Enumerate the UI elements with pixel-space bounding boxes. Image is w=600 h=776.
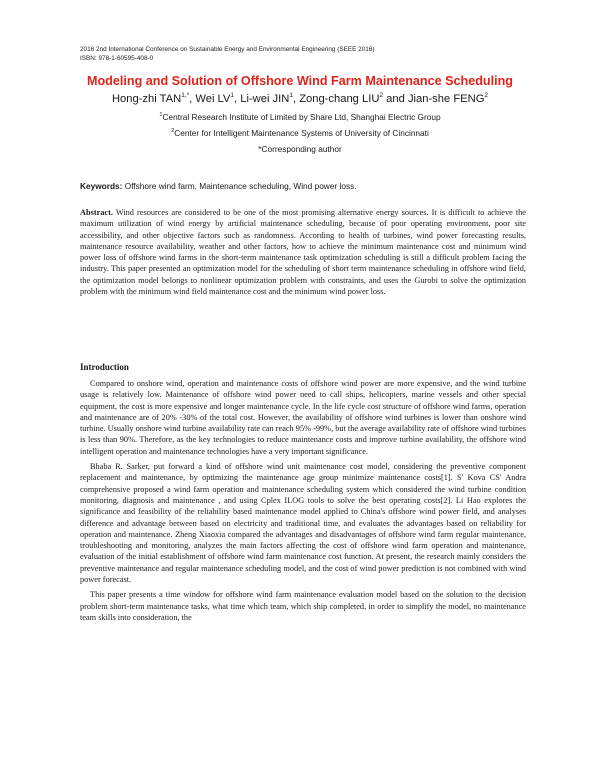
paragraph: Compared to onshore wind, operation and maintenance costs of offshore wind power are more expensive, and the wind turbine usage is relatively low. Maintenance of offshore wind power need to call ships, helicopters, marine vessels and other special equipment, the cost is more expensive and longer maintenance cycle. In the life cycle cost structure of offshore wind farms, operation and maintenance are of 20% -30% of the total cost. However, the availability of offshore wind turbines is lower than onshore wind turbine. Usually onshore wind turbine availability rate can reach 95% -99%, but the average availability rate of offshore wind turbines is less than 90%. Therefore, as the key technologies to reduce maintenance costs and improve turbine availability, the offshore wind intelligent operation and maintenance technologies have a very important significance. bbox=[80, 379, 526, 456]
author-name: Zong-chang LIU bbox=[299, 93, 380, 105]
author-affiliation-mark: 1 bbox=[289, 92, 293, 99]
author-name: Hong-zhi TAN bbox=[111, 93, 182, 105]
paper-title: Modeling and Solution of Offshore Wind Farm Maintenance Scheduling bbox=[87, 74, 513, 88]
section-heading-introduction: Introduction bbox=[80, 362, 129, 372]
conference-header bbox=[80, 45, 530, 63]
paragraph: Bhaba R. Sarker, put forward a kind of offshore wind unit maintenance cost model, considering the preventive component replacement and maintenance, by optimizing the maintenance age group minimize maintenance costs[1]. S' Kova CS' Andra comprehensive proposed a wind farm operation and maintenance scheduling system which considered the wind turbine condition monitoring, diagnosis and maintenance , and using Cplex ILOG tools to solve the best operating costs[2]. Li Hao explores the significance and feasibility of the reliability based maintenance model applied to China's offshore wind power field, and analyses difference and advantage between based on electricity and traditional time, and evaluates the advantages based on reliability for operation and maintenance. Zheng Xiaoxia compared the advantages and disadvantages of offshore wind farm regular maintenance, troubleshooting and monitoring, analyzes the main factors affecting the cost of offshore wind farm operation and maintenance, evaluation of the initial establishment of offshore wind farm maintenance cost function. At present, the research mainly considers the preventive maintenance and regular maintenance scheduling model, and the cost of wind power prediction is not combined with wind power forecast. bbox=[80, 462, 526, 585]
corresponding-author: *Corresponding author bbox=[258, 144, 342, 154]
keywords bbox=[80, 181, 530, 191]
conference-name: 2016 2nd International Conference on Sustainable Energy and Environmental Engineering (SEEE 2016) bbox=[80, 46, 375, 53]
abstract-label: Abstract. bbox=[80, 208, 113, 217]
author-affiliation-mark: 1,* bbox=[181, 92, 190, 99]
author-name: Wei LV bbox=[195, 93, 231, 105]
affiliation-2: $^2$Center for Intelligent Maintenance Systems of University of Cincinnati bbox=[171, 128, 429, 138]
keywords-text: Offshore wind farm, Maintenance scheduling, Wind power loss. bbox=[124, 181, 357, 191]
paragraph: This paper presents a time window for offshore wind farm maintenance evaluation model based on the solution to the decision problem short-term maintenance tasks, what time which team, which ship completed, in order to simplify the model, no maintenance team skills into consideration, the bbox=[80, 590, 526, 622]
author-affiliation-mark: 2 bbox=[379, 92, 384, 99]
author-name: Jian-she FENG bbox=[407, 93, 485, 105]
keywords-label: Keywords: bbox=[80, 181, 123, 191]
author-list: Hong-zhi $TAN^{1,*}$, Wei $LV^1$, Li-wei JIN$^1$, Zong-chang LIU$^2$ and Jian-she FENG$^2$ bbox=[111, 92, 489, 105]
abstract bbox=[80, 207, 526, 297]
introduction-body bbox=[80, 378, 526, 627]
author-affiliation-mark: 2 bbox=[484, 92, 489, 99]
isbn: ISBN: 978-1-60595-408-0 bbox=[80, 55, 154, 62]
abstract-text: Wind resources are considered to be one of the most promising alternative energy sources. It is difficult to achieve the maximum utilization of wind energy by artificial maintenance scheduling, because of poor operating environment, poor site accessibility, and other objective factors such as randomness. According to health of turbines, wind power forecasting results, maintenance resource availability, weather and other factors, how to achieve the minimum maintenance cost and minimum wind power loss of offshore wind farms in the short-term maintenance task optimization scheduling is still a difficult problem facing the industry. This paper presented an optimization model for the scheduling of short term maintenance scheduling in offshore wind field, the optimization model belongs to nonlinear optimization problem with constraints, and uses the Gurobi to solve the optimization problem with the minimum wind field maintenance cost and the minimum wind power loss. bbox=[80, 208, 526, 297]
affiliation-1: $^1$Central Research Institute of Limited by Share Ltd, Shanghai Electric Group bbox=[159, 112, 441, 122]
author-name: Li-wei JIN bbox=[240, 93, 290, 105]
author-affiliation-mark: 1 bbox=[230, 92, 235, 99]
